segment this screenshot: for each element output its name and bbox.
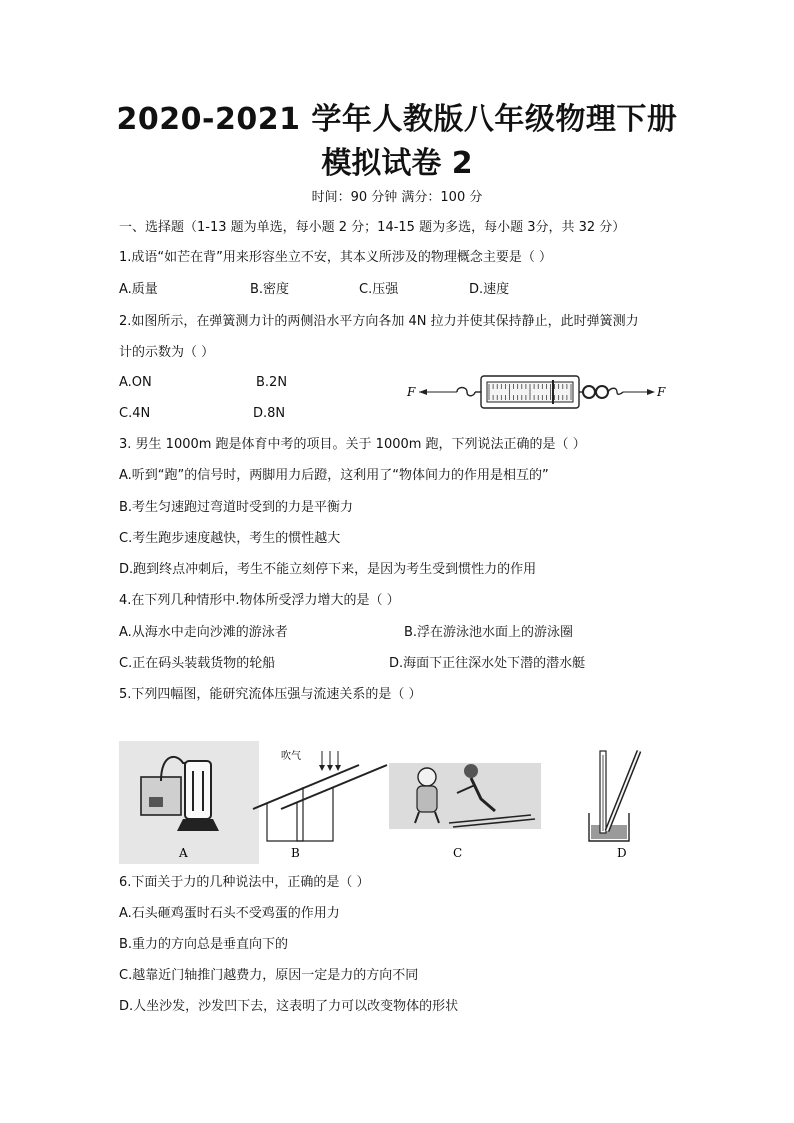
question-2-stem-line1: 2.如图所示，在弹簧测力计的两侧沿水平方向各加 4N 拉力并使其保持静止，此时弹簧测力 bbox=[119, 314, 639, 329]
panel-label-c: C bbox=[453, 846, 463, 860]
force-label-left: F bbox=[407, 385, 416, 399]
question-1-option-c: C.压强 bbox=[359, 282, 399, 297]
panel-c-illustration bbox=[389, 763, 541, 860]
question-4-stem: 4.在下列几种情形中.物体所受浮力增大的是（ ） bbox=[119, 593, 400, 608]
exam-title-line1: 2020-2021 学年人教版八年级物理下册 bbox=[116, 102, 678, 137]
question-6-option-d: D.人坐沙发，沙发凹下去，这表明了力可以改变物体的形状 bbox=[119, 999, 459, 1014]
panel-d-illustration bbox=[589, 751, 639, 860]
exam-time-score: 时间：90 分钟 满分：100 分 bbox=[311, 190, 483, 205]
question-6-stem: 6.下面关于力的几种说法中，正确的是（ ） bbox=[119, 875, 370, 890]
question-5-figure bbox=[119, 741, 674, 864]
question-2-option-a: A.ON bbox=[119, 375, 152, 390]
question-2-option-c: C.4N bbox=[119, 406, 151, 421]
question-3-option-c: C.考生跑步速度越快，考生的惯性越大 bbox=[119, 531, 341, 546]
force-label-right: F bbox=[657, 385, 666, 399]
question-5-stem: 5.下列四幅图，能研究流体压强与流速关系的是（ ） bbox=[119, 687, 422, 702]
panel-b-illustration bbox=[253, 749, 387, 860]
question-1-stem: 1.成语“如芒在背”用来形容坐立不安，其本义所涉及的物理概念主要是（ ） bbox=[119, 250, 553, 265]
panel-a-illustration bbox=[119, 741, 259, 864]
question-2-stem-line2: 计的示数为（ ） bbox=[119, 345, 215, 360]
panel-label-d: D bbox=[617, 846, 627, 860]
question-1-option-a: A.质量 bbox=[119, 282, 158, 297]
question-4-option-a: A.从海水中走向沙滩的游泳者 bbox=[119, 625, 288, 640]
question-6-option-a: A.石头砸鸡蛋时石头不受鸡蛋的作用力 bbox=[119, 906, 340, 921]
question-1-option-b: B.密度 bbox=[250, 282, 290, 297]
question-4-option-d: D.海面下正往深水处下潜的潜水艇 bbox=[389, 656, 586, 671]
question-4-option-b: B.浮在游泳池水面上的游泳圈 bbox=[404, 625, 574, 640]
question-2-option-d: D.8N bbox=[253, 406, 286, 421]
exam-title-line2: 模拟试卷 2 bbox=[321, 146, 473, 181]
question-3-stem: 3. 男生 1000m 跑是体育中考的项目。关于 1000m 跑，下列说法正确的是（ ） bbox=[119, 437, 586, 452]
question-3-option-a: A.听到“跑”的信号时，两脚用力后蹬，这利用了“物体间力的作用是相互的” bbox=[119, 468, 549, 483]
question-6-option-b: B.重力的方向总是垂直向下的 bbox=[119, 937, 289, 952]
question-2-option-b: B.2N bbox=[256, 375, 288, 390]
question-6-option-c: C.越靠近门轴推门越费力，原因一定是力的方向不同 bbox=[119, 968, 419, 983]
panel-label-b: B bbox=[291, 846, 300, 860]
section-heading: 一、选择题（1-13 题为单选，每小题 2 分；14-15 题为多选，每小题 3分，共 32 分） bbox=[119, 220, 626, 235]
question-3-option-d: D.跑到终点冲刺后，考生不能立刻停下来，是因为考生受到惯性力的作用 bbox=[119, 562, 537, 577]
blow-label: 吹气 bbox=[281, 751, 301, 762]
panel-label-a: A bbox=[179, 846, 188, 860]
question-1-option-d: D.速度 bbox=[469, 282, 510, 297]
spring-scale-figure bbox=[405, 368, 670, 412]
question-4-option-c: C.正在码头装载货物的轮船 bbox=[119, 656, 276, 671]
question-3-option-b: B.考生匀速跑过弯道时受到的力是平衡力 bbox=[119, 500, 354, 515]
